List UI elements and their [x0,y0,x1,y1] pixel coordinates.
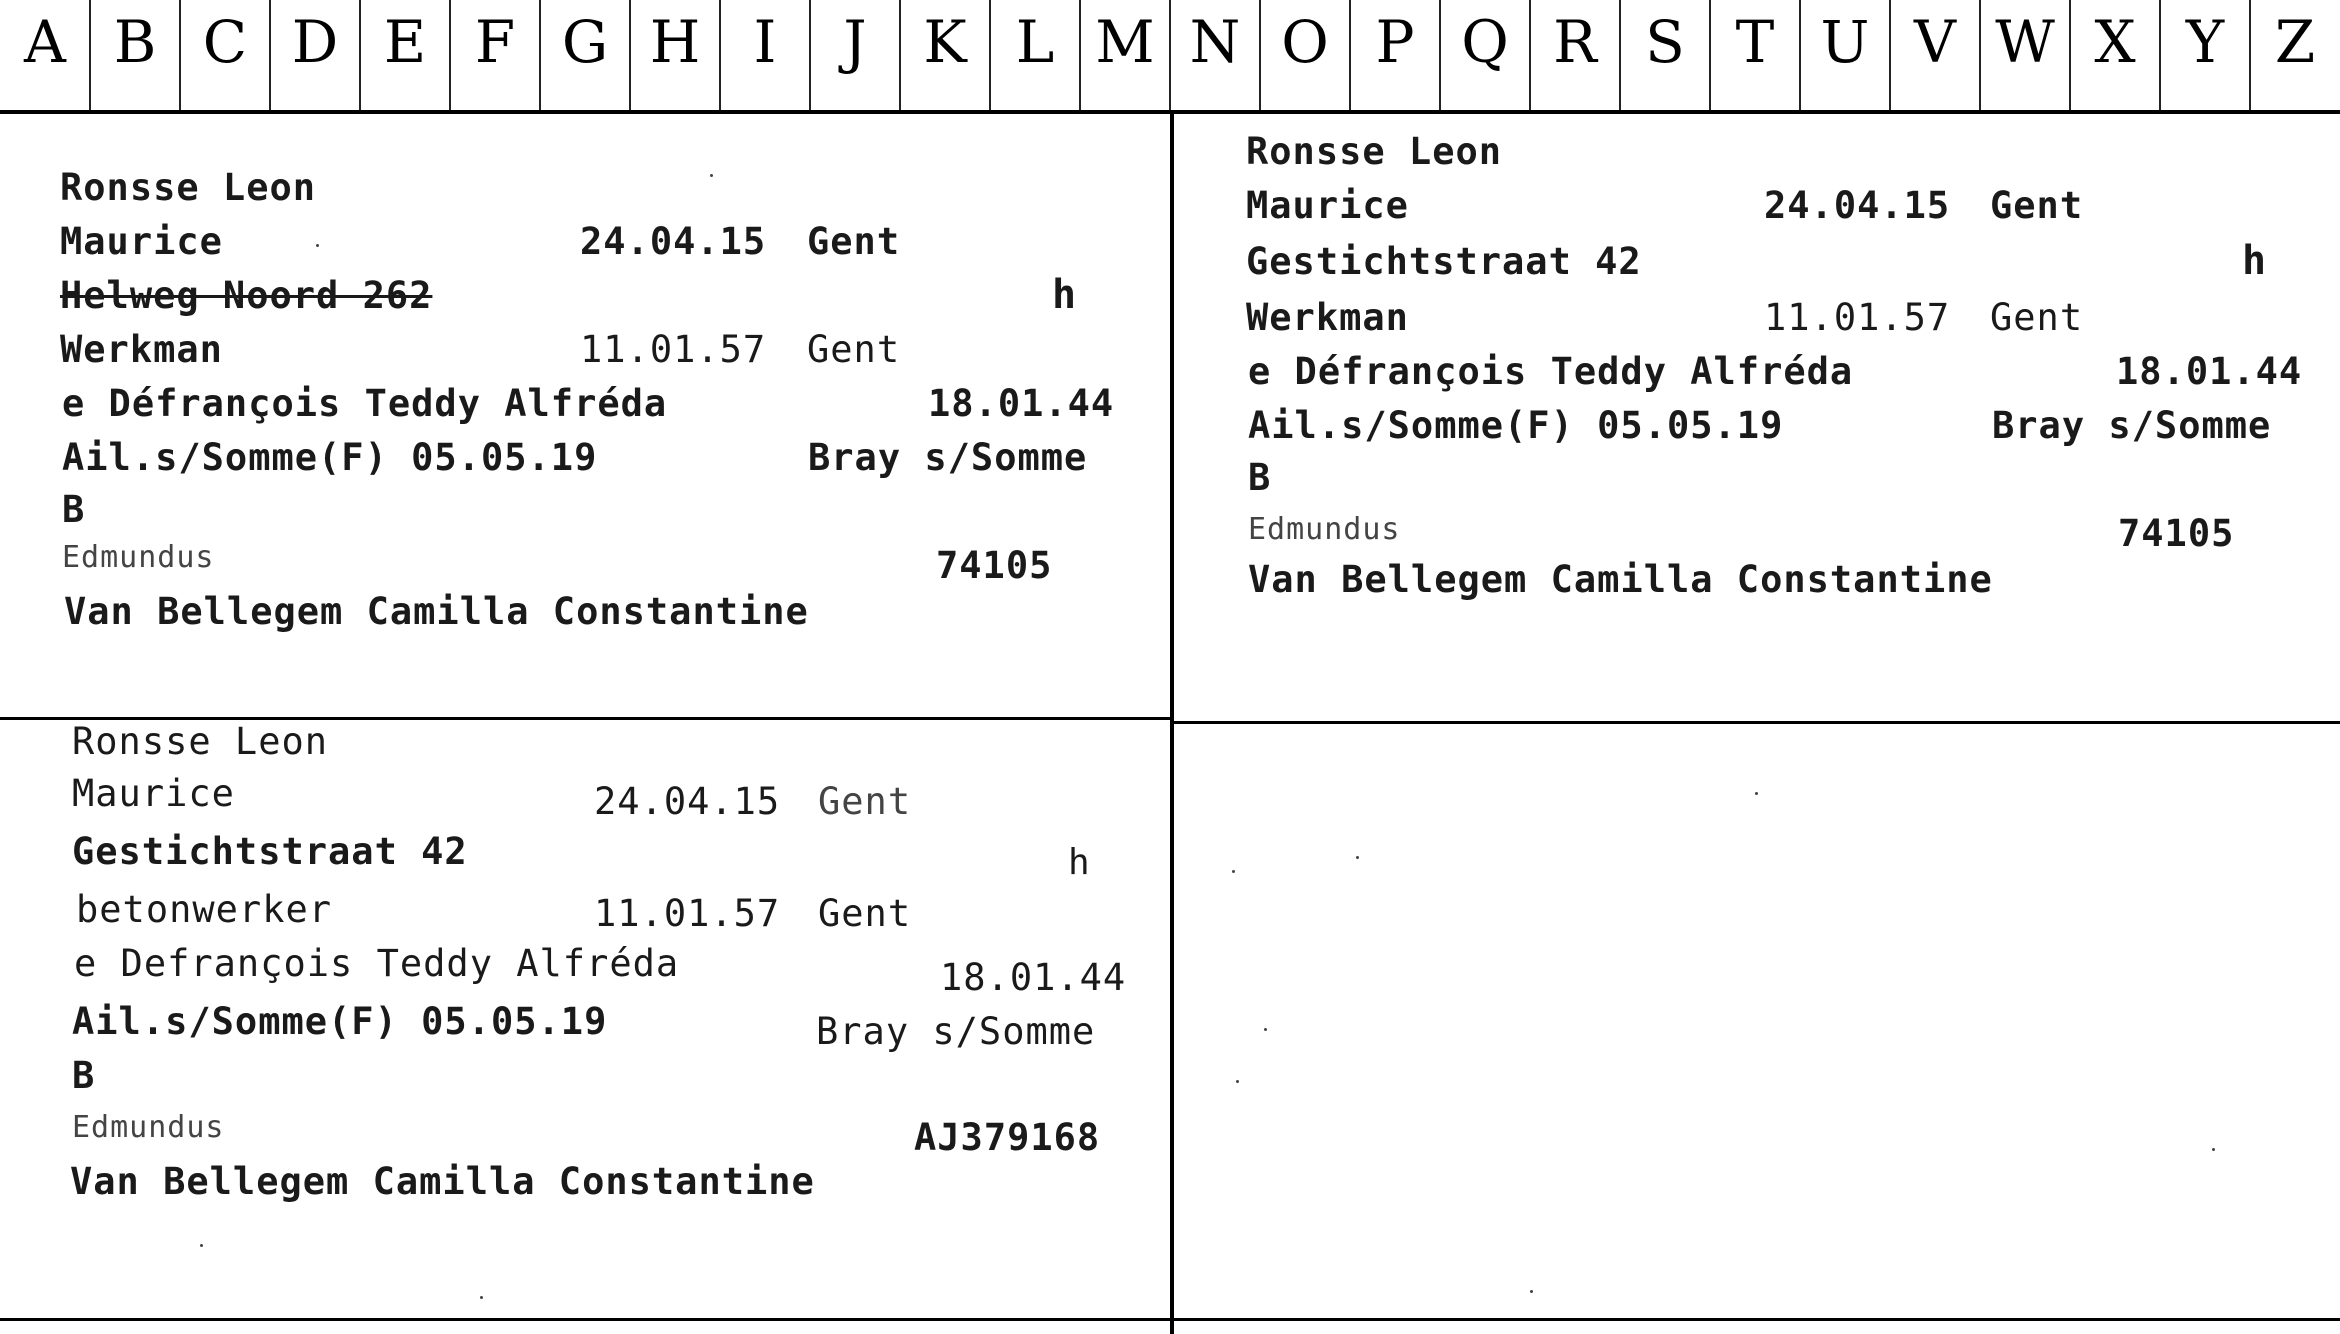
alphabet-separator [719,0,721,110]
alphabet-letter: J [843,8,867,76]
alphabet-separator [359,0,361,110]
bottom-edge-line [0,1318,2340,1321]
card-birth-place: Gent [807,220,901,263]
card-address-struck: Helweg Noord 262 [60,274,433,317]
card-father-clipped: Edmundus [72,1110,225,1145]
card-occupation: betonwerker [76,888,333,931]
alphabet-letter: E [383,8,427,76]
alphabet-index-header [0,0,2340,114]
alphabet-separator [1169,0,1171,110]
alphabet-separator [1259,0,1261,110]
card-registration-place: Gent [818,892,912,935]
alphabet-separator [89,0,91,110]
alphabet-separator [1799,0,1801,110]
card-code: B [72,1054,96,1097]
card-marriage-date: 18.01.44 [928,382,1115,425]
alphabet-letter: L [1015,8,1055,76]
alphabet-separator [1439,0,1441,110]
alphabet-letter: Q [1461,8,1509,76]
alphabet-letter: Y [2185,8,2225,76]
alphabet-letter: Z [2274,8,2316,76]
alphabet-letter: K [923,8,967,76]
card-occupation: Werkman [60,328,223,371]
alphabet-separator [629,0,631,110]
alphabet-letter: G [561,8,609,76]
alphabet-letter: P [1375,8,1415,76]
card-sex: h [2242,238,2268,284]
index-card-bottom-right-empty [1174,724,2340,1318]
alphabet-separator [899,0,901,110]
alphabet-letter: I [753,8,777,76]
card-birth-date: 24.04.15 [1764,184,1951,227]
alphabet-separator [809,0,811,110]
card-name: Ronsse Leon [60,166,317,209]
alphabet-separator [449,0,451,110]
alphabet-separator [269,0,271,110]
card-mother: Van Bellegem Camilla Constantine [70,1160,815,1203]
alphabet-letter: N [1189,8,1241,76]
card-birth-place: Gent [1990,184,2084,227]
alphabet-letter: R [1553,8,1597,76]
alphabet-separator [2069,0,2071,110]
card-father-clipped: Edmundus [1248,512,1401,547]
alphabet-separator [1889,0,1891,110]
card-sex: h [1052,272,1078,318]
card-address: Gestichtstraat 42 [72,830,468,873]
card-registration-date: 11.01.57 [580,328,767,371]
alphabet-separator [1619,0,1621,110]
card-address: Gestichtstraat 42 [1246,240,1642,283]
card-number: AJ379168 [914,1116,1101,1159]
alphabet-letter: M [1095,8,1155,76]
index-card-top-left [0,114,1170,717]
card-given-name: Maurice [1246,184,1409,227]
card-occupation: Werkman [1246,296,1409,339]
card-sex: h [1068,842,1091,883]
card-birth-place: Gent [818,780,912,823]
card-code: B [1248,456,1272,499]
card-marriage-date: 18.01.44 [2116,350,2303,393]
card-birth-date: 24.04.15 [580,220,767,263]
card-registration-place: Gent [1990,296,2084,339]
card-father-clipped: Edmundus [62,540,215,575]
alphabet-letter: H [649,8,701,76]
card-given-name: Maurice [60,220,223,263]
alphabet-letter: V [1914,8,1956,76]
card-registration-place: Gent [807,328,901,371]
card-mother: Van Bellegem Camilla Constantine [64,590,809,633]
card-number: 74105 [2118,512,2235,555]
card-marriage-place: Bray s/Somme [816,1010,1096,1053]
alphabet-letter: F [474,8,516,76]
alphabet-separator [539,0,541,110]
alphabet-letter: A [24,8,66,76]
card-registration-date: 11.01.57 [1764,296,1951,339]
card-marriage-date: 18.01.44 [940,956,1127,999]
index-card-top-right [1174,114,2340,721]
alphabet-separator [989,0,991,110]
alphabet-letter: O [1281,8,1329,76]
card-spouse-birth: Ail.s/Somme(F) 05.05.19 [62,436,598,479]
alphabet-separator [2159,0,2161,110]
card-code: B [62,488,86,531]
alphabet-letter: S [1645,8,1685,76]
alphabet-separator [1979,0,1981,110]
alphabet-letter: D [291,8,339,76]
card-spouse-birth: Ail.s/Somme(F) 05.05.19 [1248,404,1784,447]
alphabet-letter: W [1995,8,2055,76]
alphabet-letter: C [202,8,248,76]
card-registration-date: 11.01.57 [594,892,781,935]
card-marriage-place: Bray s/Somme [808,436,1088,479]
alphabet-separator [1709,0,1711,110]
alphabet-separator [1079,0,1081,110]
alphabet-separator [179,0,181,110]
alphabet-letter: X [2094,8,2136,76]
alphabet-letter: T [1735,8,1775,76]
card-mother: Van Bellegem Camilla Constantine [1248,558,1993,601]
alphabet-separator [2249,0,2251,110]
alphabet-separator [1529,0,1531,110]
card-name: Ronsse Leon [72,720,329,763]
card-marriage-place: Bray s/Somme [1992,404,2272,447]
index-card-bottom-left [0,720,1170,1318]
card-spouse: e Défrançois Teddy Alfréda [62,382,668,425]
card-name: Ronsse Leon [1246,130,1503,173]
card-spouse-birth: Ail.s/Somme(F) 05.05.19 [72,1000,608,1043]
alphabet-letter: U [1820,8,1870,76]
alphabet-separator [1349,0,1351,110]
alphabet-letter: B [113,8,157,76]
card-birth-date: 24.04.15 [594,780,781,823]
card-spouse: e Defrançois Teddy Alfréda [74,942,680,985]
card-number: 74105 [936,544,1053,587]
card-spouse: e Défrançois Teddy Alfréda [1248,350,1854,393]
card-given-name: Maurice [72,772,235,815]
